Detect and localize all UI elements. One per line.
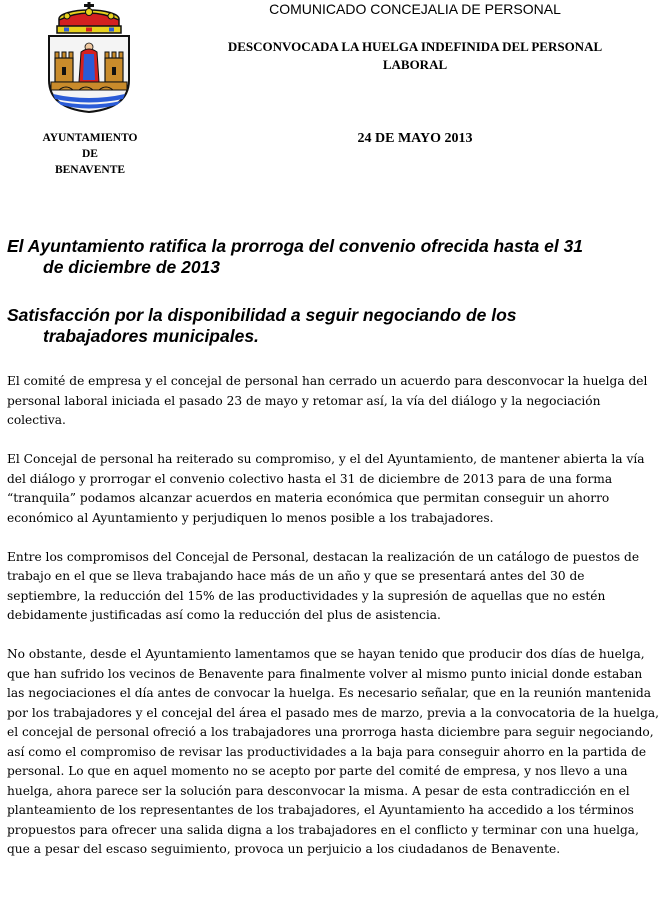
communique-title: COMUNICADO CONCEJALIA DE PERSONAL bbox=[269, 1, 561, 17]
org-line: DE bbox=[82, 148, 98, 160]
org-line: BENAVENTE bbox=[54, 164, 126, 176]
release-date: 24 DE MAYO 2013 bbox=[357, 131, 473, 146]
paragraph: No obstante, desde el Ayuntamiento lamentamos que se hayan tenido que producir dos días de huelga, que han sufrido los vecinos de Benavente para finalmente volver al mismo punto inicial donde estaban las negociaciones el día antes de convocar la huelga. Es necesario señalar, que en la reunión mantenida por los trabajadores y el concejal del área el pasado mes de marzo, previa a la convocatoria de la huelga, el concejal de personal ofreció a los trabajadores una prorroga hasta diciembre para seguir negociando, así como el compromiso de revisar las productividades a la baja para conseguir ahorro en la partida de personal. Lo que en aquel momento no se acepto por parte del comité de empresa, y nos llevo a una huelga, ahora parece ser la solución para desconvocar la misma. A pesar de esta contradicción en el planteamiento de los representantes de los trabajadores, el Ayuntamiento ha accedido a los términos propuestos para ofrecer una salida digna a los trabajadores en el conflicto y terminar con una huelga, que a pesar del escaso seguimiento, provoca un perjuicio a los ciudadanos de Benavente. bbox=[7, 647, 660, 856]
paragraph: Entre los compromisos del Concejal de Personal, destacan la realización de un catálogo de puestos de trabajo en el que se lleva trabajando hace más de un año y que se presentará antes del 30 de septiembre, la reducción del 15% de las productividades y la supresión de aquellas que no estén debidamente justificadas así como la reducción del plus de asistencia. bbox=[7, 549, 640, 622]
headline-line: de diciembre de 2013 bbox=[43, 257, 221, 277]
subheadline bbox=[7, 305, 647, 347]
headline-line: El Ayuntamiento ratifica la prorroga del convenio ofrecida hasta el 31 bbox=[7, 236, 584, 256]
headline-line: trabajadores municipales. bbox=[43, 326, 259, 346]
strike-called-off-heading: DESCONVOCADA LA HUELGA INDEFINIDA DEL PERSONAL LABORAL bbox=[227, 39, 603, 72]
org-line: AYUNTAMIENTO bbox=[42, 132, 138, 144]
organization-name bbox=[28, 130, 152, 178]
coat-of-arms-icon bbox=[33, 2, 145, 114]
headline bbox=[7, 236, 647, 278]
paragraph: El comité de empresa y el concejal de personal han cerrado un acuerdo para desconvocar la huelga del personal laboral iniciada el pasado 23 de mayo y retomar así, la vía del diálogo y la negociación colectiva. bbox=[7, 374, 648, 427]
paragraph: El Concejal de personal ha reiterado su compromiso, y el del Ayuntamiento, de mantener abierta la vía del diálogo y prorrogar el convenio colectivo hasta el 31 de diciembre de 2013 para de una forma “tranquila” podamos alcanzar acuerdos en materia económica que permitan conseguir un ahorro económico al Ayuntamiento y perjudiquen lo menos posible a los trabajadores. bbox=[7, 452, 645, 525]
article-body bbox=[7, 372, 661, 879]
headline-line: Satisfacción por la disponibilidad a seguir negociando de los bbox=[7, 305, 517, 325]
